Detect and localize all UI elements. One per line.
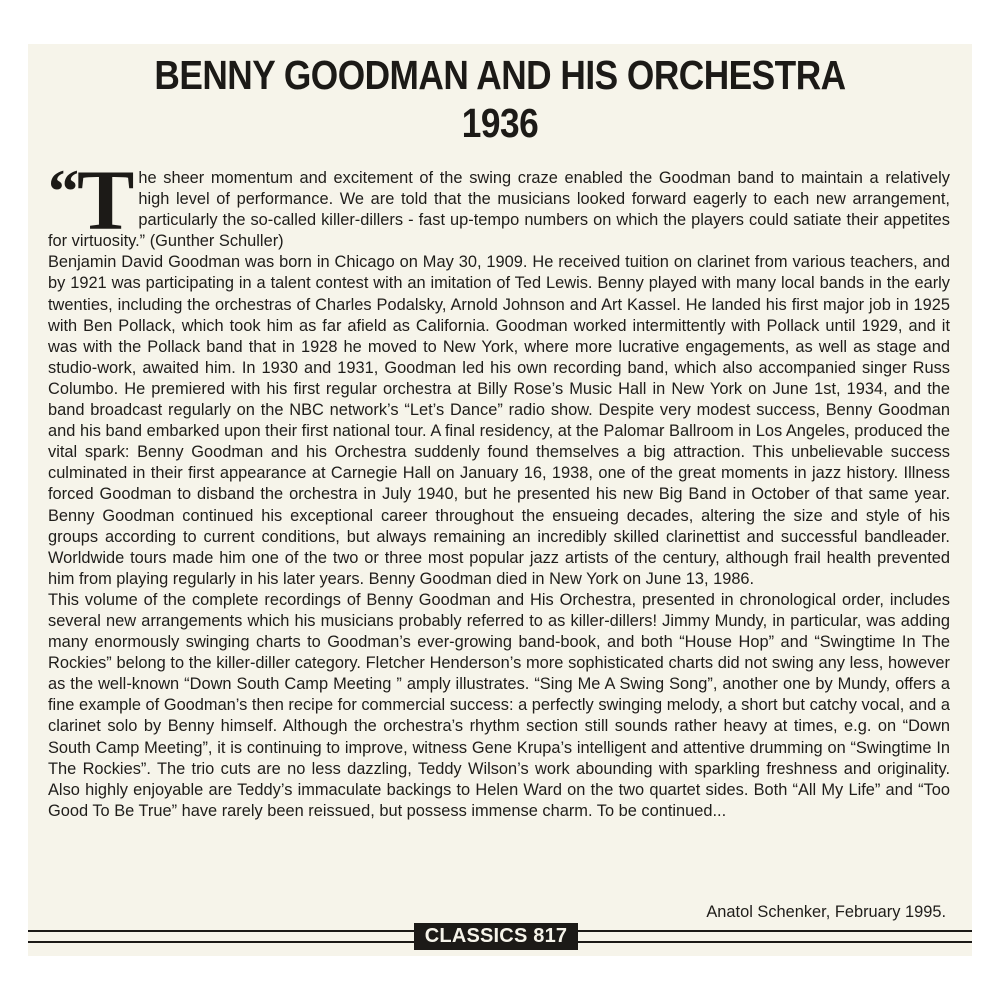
author-signature: Anatol Schenker, February 1995. [706, 903, 946, 921]
liner-notes-body [48, 152, 950, 822]
intro-quote-text: he sheer momentum and excitement of the swing craze enabled the Goodman band to maintain a relatively high level of performance. We are told that the musicians looked forward eagerly to each new arrangement, particularly the so-called killer-dillers - fast up-tempo numbers on which the players could satiate their appetites for virtuosity.” (Gunther Schuller) [48, 169, 950, 251]
volume-notes-paragraph: This volume of the complete recordings of Benny Goodman and His Orchestra, presented in chronological order, includes several new arrangements which his musicians probably referred to as killer-dillers! Jimmy Mundy, in particular, was adding many enormously swinging charts to Goodman’s ever-growing band-book, and both “House Hop” and “Swingtime In The Rockies” belong to the killer-diller category. Fletcher Henderson’s more sophisticated charts did not swing any less, however as the well-known “Down South Camp Meeting ” amply illustrates. “Sing Me A Swing Song”, another one by Mundy, offers a fine example of Goodman’s then recipe for commercial success: a perfectly swinging melody, a short but catchy vocal, and a clarinet solo by Benny himself. Although the orchestra’s rhythm section still sounds rather heavy at times, e.g. on “Down South Camp Meeting”, it is continuing to improve, witness Gene Krupa’s intelligent and attentive drumming on “Swingtime In The Rockies”. The trio cuts are no less dazzling, Teddy Wilson’s work abounding with sparkling freshness and originality. Also highly enjoyable are Teddy’s immaculate backings to Helen Ward on the two quartet sides. Both “All My Life” and “Too Good To Be True” have rarely been reissued, but possess immense charm. To be continued... [48, 590, 950, 820]
catalog-number-badge: CLASSICS 817 [414, 923, 578, 950]
drop-cap [48, 152, 135, 248]
open-quote-mark: “ [48, 158, 75, 226]
biography-paragraph: Benjamin David Goodman was born in Chicago on May 30, 1909. He received tuition on clarinet from various teachers, and by 1921 was participating in a talent contest with an imitation of Ted Lewis. Benny played with many local bands in the early twenties, including the orchestras of Charles Podalsky, Arnold Johnson and Art Kassel. He landed his first major job in 1925 with Ben Pollack, which took him as far afield as California. Goodman worked intermittently with Pollack until 1929, and it was with the Pollack band that in 1928 he moved to New York, where more lucrative engagements, as well as stage and studio-work, awaited him. In 1930 and 1931, Goodman led his own recording band, which also accompanied singer Russ Columbo. He premiered with his first regular orchestra at Billy Rose’s Music Hall in New York on June 1st, 1934, and the band broadcast regularly on the NBC network’s “Let’s Dance” radio show. Despite very modest success, Benny Goodman and his band embarked upon their first national tour. A final residency, at the Palomar Ballroom in Los Angeles, produced the vital spark: Benny Goodman and his Orchestra suddenly found themselves a big attraction. This unbelievable success culminated in their first appearance at Carnegie Hall on January 16, 1938, one of the great moments in jazz history. Illness forced Goodman to disband the orchestra in July 1940, but he presented his new Big Band in October of that same year. Benny Goodman continued his exceptional career throughout the ensueing decades, altering the size and style of his groups according to current conditions, but always remaining an incredibly skilled clarinettist and successful bandleader. Worldwide tours made him one of the two or three most popular jazz artists of the century, although frail health prevented him from playing regularly in his later years. Benny Goodman died in New York on June 13, 1986. [48, 253, 950, 588]
intro-quote-paragraph [48, 152, 950, 252]
album-year: 1936 [461, 100, 539, 146]
drop-cap-letter: T [77, 152, 135, 248]
album-title: BENNY GOODMAN AND HIS ORCHESTRA [154, 52, 846, 98]
